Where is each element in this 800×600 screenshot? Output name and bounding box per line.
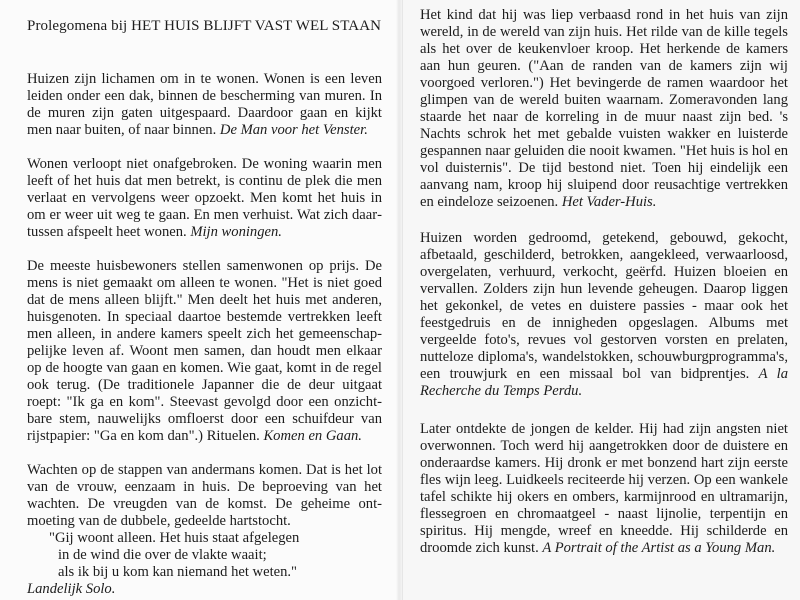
poem-citation: Landelijk Solo. xyxy=(27,581,116,597)
paragraph-citation: A la Recherche du Temps Perdu. xyxy=(420,366,788,399)
paragraph-citation: A Portrait of the Artist as a Young Man. xyxy=(542,540,776,556)
poem-line: "Gij woont alleen. Het huis staat afgelegen xyxy=(49,530,300,546)
poem-line: in de wind die over de vlakte waait; xyxy=(58,547,267,563)
page-header: Prolegomena bij HET HUIS BLIJFT VAST WEL STAAN xyxy=(27,18,382,34)
paragraph-citation: De Man voor het Venster. xyxy=(219,122,368,138)
paragraph-citation: Het Vader-Huis. xyxy=(561,194,657,210)
paragraph-text: Wachten op de stappen van andermans komen. Dat is het lot van de vrouw, eenzaam in huis. De beproeving van het wachten. De vreugden van de komst. De geheime ontmoeting van de dubbele, gedeelde hartstocht. xyxy=(27,462,382,529)
paragraph xyxy=(27,71,382,139)
paragraph xyxy=(420,230,788,400)
right-page xyxy=(402,0,800,600)
paragraph-text: Wonen verloopt niet onafgebroken. De woning waarin men leeft of het huis dat men betrekt, is continu de plek die men verlaat en vervolgens weer opzoekt. Men komt het huis in om er weer uit weg te gaan. En men verhuist. Wat zich daartussen afspeelt heet wonen. xyxy=(27,156,382,240)
paragraph-text: Huizen worden gedroomd, getekend, gebouwd, gekocht, afbetaald, geschilderd, betrokken, aangekleed, verwaarloosd, overgelaten, verhuurd, verkocht, geërfd. Huizen bloeien en vervallen. Zolders zijn hun levende geheugen. Daarop liggen het gekonkel, de vetes en duistere passies - maar ook het feestgedruis en de innigheden opgeslagen. Albums met vergeelde foto's, revues vol gestorven vorsten en prelaten, nutteloze diploma's, wandelstokken, schouwburgprogramma's, een trouwjurk en een missaal bol van bidprentjes. xyxy=(420,230,788,382)
paragraph-text: De meeste huisbewoners stellen samenwonen op prijs. De mens is niet gemaakt om alleen te wonen. "Het is niet goed dat de mens alleen blijft." Men deelt het huis met anderen, huisgenoten. In speciaal daartoe bestemde vertrekken leeft men alleen, in andere kamers speelt zich het gemeenschappelijke leven af. Woont men samen, dan houdt men elkaar op de hoogte van gaan en komen. Wie gaat, komt in de regel ook terug. (De traditionele Japanner die de deur uitgaat roept: "Ik ga en kom". Steevast gevolgd door een onzichtbare stem, nauwelijks omfloerst door een schuifdeur van rijstpapier: "Ga en kom dan".) Rituelen. xyxy=(27,258,382,444)
paragraph-text: Het kind dat hij was liep verbaasd rond in het huis van zijn wereld, in de wereld van zijn huis. Het rilde van de kille tegels als het over de keukenvloer kroop. Het herkende de kamers aan hun geuren. ("Aan de randen van de kamers zijn wij voorgoed verloren.") Het bevingerde de ramen waardoor het glimpen van de wereld buiten waarnam. Zomeravonden lang staarde het naar de korreling in de muur naast zijn bed. 's Nachts schrok het met gebalde vuisten wakker en luisterde gespannen naar geluiden die nooit kwamen. "Het huis is hol en vol duisternis". De tijd bestond niet. Toen hij eindelijk een aanvang nam, kroop hij sluipend door reusachtige vertrekken en eindeloze seizoenen. xyxy=(420,7,788,210)
poem-quote xyxy=(49,530,382,581)
paragraph xyxy=(27,258,382,445)
paragraph-text: Later ontdekte de jongen de kelder. Hij had zijn angsten niet overwonnen. Toch werd hij aangetrokken door de duistere en onderaardse kamers. Hij dronk er met bonzend hart zijn eerste fles wijn leeg. Luidkeels reciteerde hij verzen. Op een wankele tafel schikte hij okers en ombers, karmijnrood en ultramarijn, flessegroen en chromaatgeel - naast lijnolie, terpentijn en spiritus. Hij mengde, wreef en kneedde. Hij schilderde en droomde zich kunst. xyxy=(420,421,788,556)
paragraph-citation: Mijn woningen. xyxy=(190,224,282,240)
paragraph-text: Huizen zijn lichamen om in te wonen. Wonen is een leven leiden onder een dak, binnen de bescherming van muren. In de muren zijn gaten uitgespaard. Daardoor gaan en kijkt men naar buiten, of naar binnen. xyxy=(27,71,382,138)
paragraph xyxy=(27,156,382,241)
poem-line: als ik bij u kom kan niemand het weten." xyxy=(58,564,298,580)
paragraph xyxy=(420,7,788,211)
left-page xyxy=(0,0,396,600)
paragraph xyxy=(420,421,788,557)
paragraph xyxy=(27,462,382,530)
paragraph-citation: Komen en Gaan. xyxy=(263,428,362,444)
